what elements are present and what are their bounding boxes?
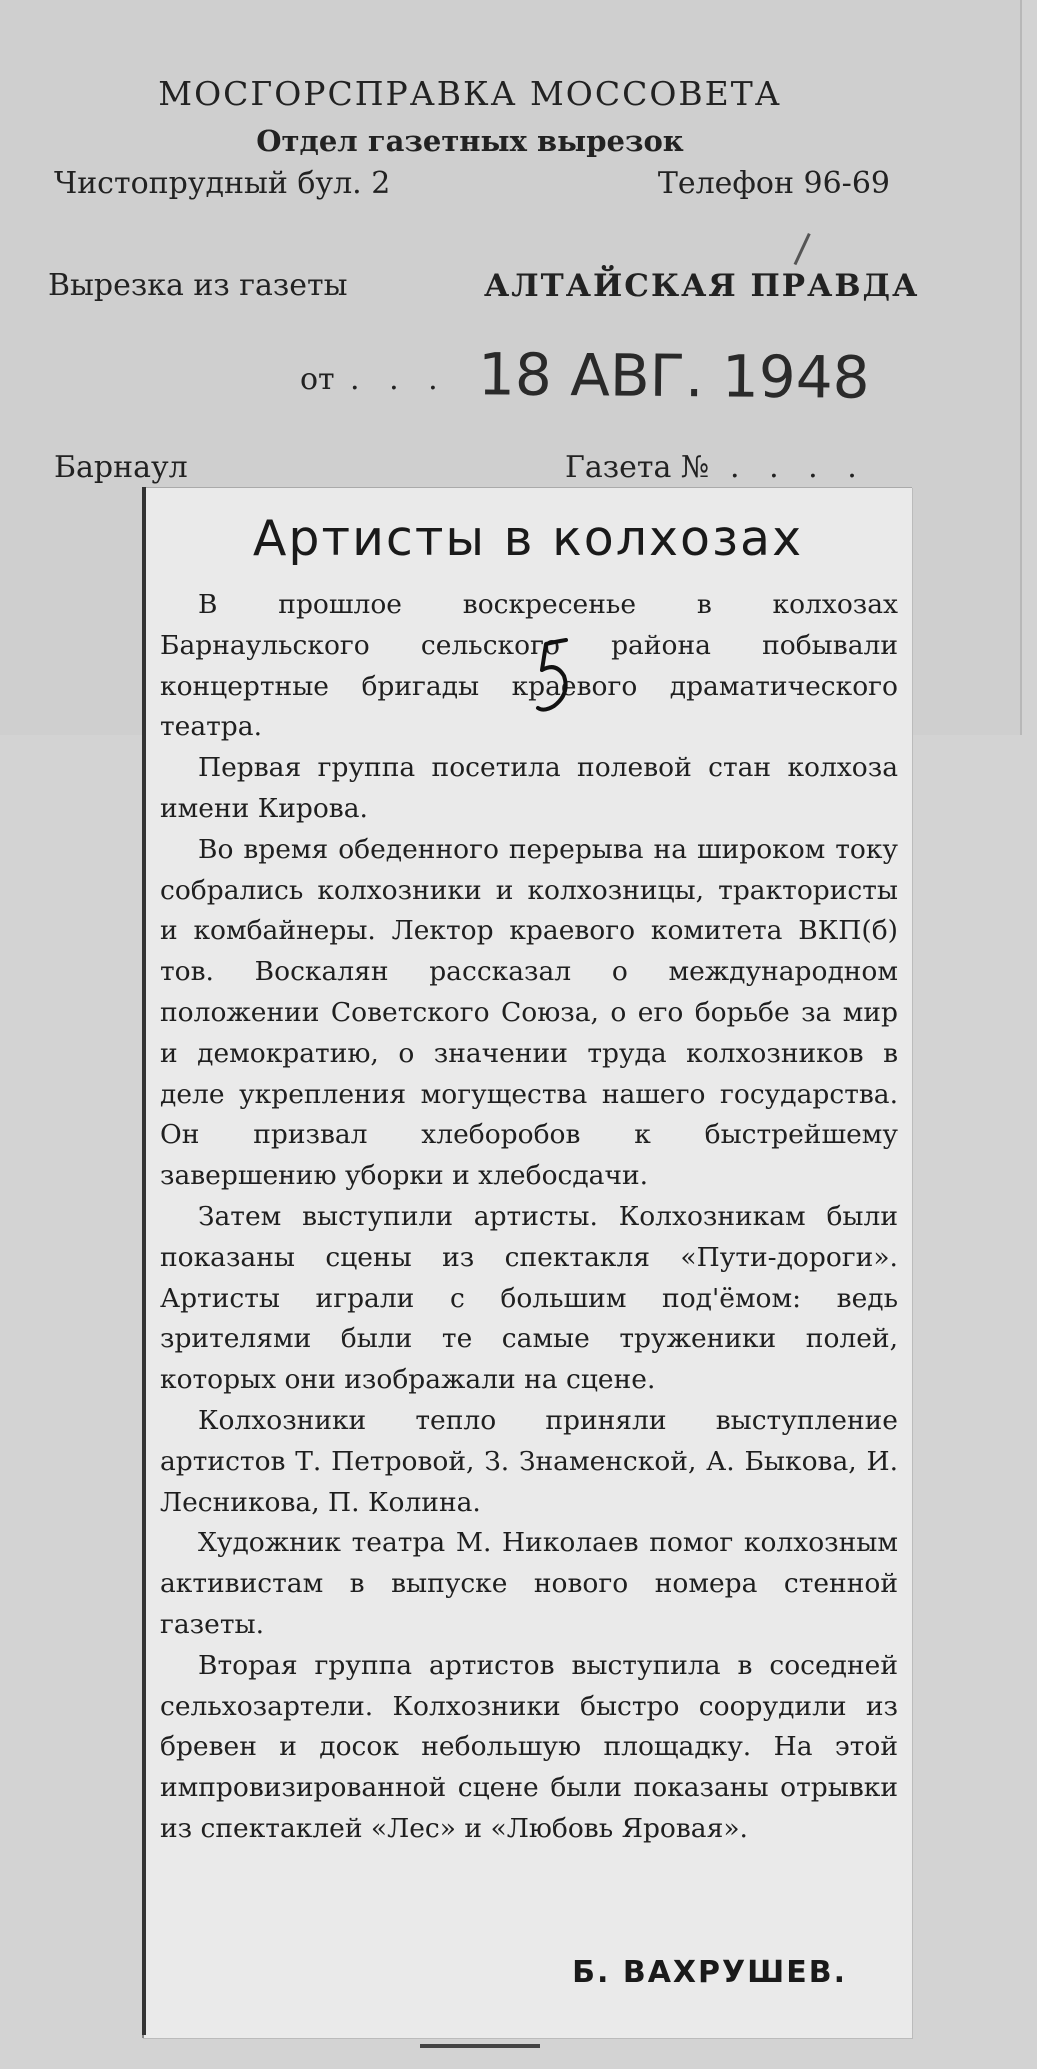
form-date-stamp: 18 АВГ. 1948 <box>477 340 870 412</box>
form-city: Барнаул <box>54 450 188 485</box>
form-subtitle: Отдел газетных вырезок <box>256 124 684 158</box>
pencil-mark <box>794 233 824 271</box>
form-cut-label: Вырезка из газеты <box>48 268 348 303</box>
handwritten-number-mark <box>534 636 570 714</box>
form-date-label: от <box>300 362 335 397</box>
bottom-rule <box>420 2044 540 2048</box>
form-address: Чистопрудный бул. 2 <box>54 166 391 201</box>
form-issue-dots: . . . . <box>730 450 867 485</box>
article-paragraph: Колхозники тепло приняли выступление артистов Т. Петровой, З. Знаменской, А. Быкова, И. Лесникова, П. Колина. <box>160 1404 898 1518</box>
form-issue-label: Газета № <box>565 450 710 485</box>
article-title: Артисты в колхозах <box>252 510 804 567</box>
form-newspaper-name: АЛТАЙСКАЯ ПРАВДА <box>484 268 920 304</box>
article-paragraph: Во время обеденного перерыва на широком току собрались колхозники и колхозницы, трактористы и комбайнеры. Лектор краевого комитета ВКП(б) тов. Воскалян рассказал о международном положении Советского Союза, о его борьбе за мир и демократию, о значении труда колхозников в деле укрепления могущества нашего государства. Он призвал хлеборобов к быстрейшему завершению уборки и хлебосдачи. <box>160 833 898 1192</box>
article-paragraph: Вторая группа артистов выступила в соседней сельхозартели. Колхозники быстро соорудили из бревен и досок небольшую площадку. На этой импровизированной сцене были показаны отрывки из спектаклей «Лес» и «Любовь Яровая». <box>160 1649 898 1844</box>
form-title: МОСГОРСПРАВКА МОССОВЕТА <box>158 74 782 113</box>
form-phone: Телефон 96-69 <box>657 166 890 201</box>
article-paragraph: Первая группа посетила полевой стан колхоза имени Кирова. <box>160 752 898 824</box>
form-date-dots: . . . <box>350 362 448 397</box>
article-paragraph: Художник театра М. Николаев помог колхозным активистам в выпуске нового номера стенной газеты. <box>160 1527 898 1640</box>
clipping-column-rule <box>142 487 146 2035</box>
article-body <box>160 585 898 1850</box>
article-paragraph: В прошлое воскресенье в колхозах Барнаульского сельского района побывали концертные бригады краевого драматического театра. <box>160 589 898 743</box>
article-author: Б. ВАХРУШЕВ. <box>572 1955 847 1990</box>
article-paragraph: Затем выступили артисты. Колхозникам были показаны сцены из спектакля «Пути-дороги». Артисты играли с большим под'ёмом: ведь зрителями были те самые труженики полей, которых они изображали на сцене. <box>160 1200 898 1396</box>
